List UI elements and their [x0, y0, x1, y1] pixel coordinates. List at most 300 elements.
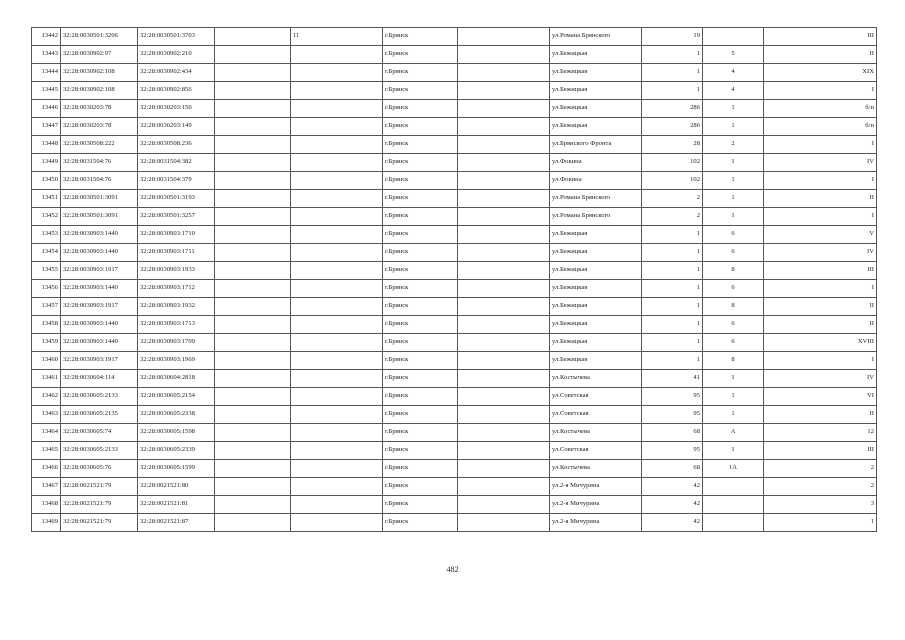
- building: 2: [703, 136, 764, 154]
- building: 8: [703, 352, 764, 370]
- extra-number: [291, 352, 383, 370]
- street: ул.Бежицкая: [550, 100, 642, 118]
- empty-cell: [458, 136, 550, 154]
- row-number: 13449: [32, 154, 61, 172]
- house-number: 68: [642, 424, 703, 442]
- house-number: 1: [642, 262, 703, 280]
- table-row: [32, 226, 877, 244]
- empty-cell: [215, 100, 291, 118]
- row-number: 13453: [32, 226, 61, 244]
- street: ул.Романа Брянского: [550, 28, 642, 46]
- parcel-cadastral-number: 32:28:0030903:1917: [61, 298, 138, 316]
- premises-number: IV: [764, 244, 877, 262]
- premises-number: 12: [764, 424, 877, 442]
- extra-number: [291, 370, 383, 388]
- city: г.Брянск: [383, 208, 458, 226]
- table-row: [32, 208, 877, 226]
- table-row: [32, 442, 877, 460]
- parcel-cadastral-number: 32:28:0030903:1917: [61, 262, 138, 280]
- row-number: 13464: [32, 424, 61, 442]
- empty-cell: [458, 208, 550, 226]
- premises-number: II: [764, 406, 877, 424]
- parcel-cadastral-number: 32:28:0030902:108: [61, 82, 138, 100]
- building: 1: [703, 118, 764, 136]
- parcel-cadastral-number: 32:28:0030203:78: [61, 118, 138, 136]
- empty-cell: [215, 460, 291, 478]
- house-number: 42: [642, 496, 703, 514]
- house-number: 1: [642, 316, 703, 334]
- street: ул.2-я Мичурина: [550, 478, 642, 496]
- table-row: [32, 82, 877, 100]
- row-number: 13447: [32, 118, 61, 136]
- object-cadastral-number: 32:28:0030903:1712: [138, 280, 215, 298]
- city: г.Брянск: [383, 370, 458, 388]
- table-row: [32, 460, 877, 478]
- empty-cell: [458, 172, 550, 190]
- street: ул.Бежицкая: [550, 280, 642, 298]
- building: 6: [703, 244, 764, 262]
- empty-cell: [458, 100, 550, 118]
- object-cadastral-number: 32:28:0031504:379: [138, 172, 215, 190]
- street: ул.Романа Брянского: [550, 208, 642, 226]
- premises-number: 2: [764, 460, 877, 478]
- extra-number: [291, 334, 383, 352]
- empty-cell: [458, 316, 550, 334]
- extra-number: [291, 100, 383, 118]
- street: ул.Бежицкая: [550, 64, 642, 82]
- table-row: [32, 478, 877, 496]
- empty-cell: [458, 334, 550, 352]
- house-number: 2: [642, 208, 703, 226]
- object-cadastral-number: 32:28:0021521:81: [138, 496, 215, 514]
- empty-cell: [458, 496, 550, 514]
- empty-cell: [458, 262, 550, 280]
- building: [703, 514, 764, 532]
- city: г.Брянск: [383, 46, 458, 64]
- premises-number: II: [764, 46, 877, 64]
- object-cadastral-number: 32:28:0030902:210: [138, 46, 215, 64]
- extra-number: [291, 442, 383, 460]
- building: 8: [703, 298, 764, 316]
- table-row: [32, 190, 877, 208]
- empty-cell: [215, 334, 291, 352]
- street: ул.Брянского Фронта: [550, 136, 642, 154]
- street: ул.Бежицкая: [550, 226, 642, 244]
- house-number: 28: [642, 136, 703, 154]
- extra-number: [291, 226, 383, 244]
- row-number: 13461: [32, 370, 61, 388]
- empty-cell: [215, 370, 291, 388]
- house-number: 102: [642, 172, 703, 190]
- building: 1: [703, 100, 764, 118]
- premises-number: I: [764, 280, 877, 298]
- street: ул.Фокина: [550, 172, 642, 190]
- extra-number: [291, 514, 383, 532]
- object-cadastral-number: 32:28:0030903:1713: [138, 316, 215, 334]
- city: г.Брянск: [383, 190, 458, 208]
- empty-cell: [215, 514, 291, 532]
- table-row: [32, 28, 877, 46]
- extra-number: [291, 64, 383, 82]
- table-row: [32, 298, 877, 316]
- empty-cell: [458, 388, 550, 406]
- house-number: 95: [642, 406, 703, 424]
- row-number: 13468: [32, 496, 61, 514]
- row-number: 13451: [32, 190, 61, 208]
- table-row: [32, 244, 877, 262]
- building: 1: [703, 442, 764, 460]
- object-cadastral-number: 32:28:0031504:382: [138, 154, 215, 172]
- premises-number: 2: [764, 478, 877, 496]
- extra-number: [291, 298, 383, 316]
- object-cadastral-number: 32:28:0021521:80: [138, 478, 215, 496]
- parcel-cadastral-number: 32:28:0030501:3206: [61, 28, 138, 46]
- house-number: 1: [642, 334, 703, 352]
- parcel-cadastral-number: 32:28:0030903:1440: [61, 226, 138, 244]
- building: 5: [703, 46, 764, 64]
- premises-number: XIX: [764, 64, 877, 82]
- building: 1А: [703, 460, 764, 478]
- street: ул.Бежицкая: [550, 244, 642, 262]
- extra-number: [291, 118, 383, 136]
- street: ул.Советская: [550, 388, 642, 406]
- house-number: 1: [642, 82, 703, 100]
- row-number: 13443: [32, 46, 61, 64]
- row-number: 13462: [32, 388, 61, 406]
- row-number: 13463: [32, 406, 61, 424]
- object-cadastral-number: 32:28:0030902:434: [138, 64, 215, 82]
- premises-number: б/н: [764, 118, 877, 136]
- object-cadastral-number: 32:28:0030903:1709: [138, 334, 215, 352]
- city: г.Брянск: [383, 226, 458, 244]
- city: г.Брянск: [383, 316, 458, 334]
- table-row: [32, 316, 877, 334]
- object-cadastral-number: 32:28:0030903:1710: [138, 226, 215, 244]
- street: ул.Костычева: [550, 370, 642, 388]
- house-number: 2: [642, 190, 703, 208]
- premises-number: III: [764, 262, 877, 280]
- row-number: 13456: [32, 280, 61, 298]
- premises-number: III: [764, 28, 877, 46]
- city: г.Брянск: [383, 172, 458, 190]
- table-row: [32, 100, 877, 118]
- house-number: 1: [642, 280, 703, 298]
- empty-cell: [458, 64, 550, 82]
- street: ул.Бежицкая: [550, 316, 642, 334]
- premises-number: VI: [764, 388, 877, 406]
- row-number: 13467: [32, 478, 61, 496]
- object-cadastral-number: 32:28:0030903:1933: [138, 262, 215, 280]
- city: г.Брянск: [383, 244, 458, 262]
- object-cadastral-number: 32:28:0030508:236: [138, 136, 215, 154]
- empty-cell: [458, 298, 550, 316]
- city: г.Брянск: [383, 28, 458, 46]
- premises-number: II: [764, 316, 877, 334]
- premises-number: б/н: [764, 100, 877, 118]
- empty-cell: [215, 442, 291, 460]
- city: г.Брянск: [383, 298, 458, 316]
- row-number: 13444: [32, 64, 61, 82]
- object-cadastral-number: 32:28:0030605:1599: [138, 460, 215, 478]
- empty-cell: [458, 154, 550, 172]
- row-number: 13455: [32, 262, 61, 280]
- parcel-cadastral-number: 32:28:0030605:2135: [61, 406, 138, 424]
- table-row: [32, 118, 877, 136]
- extra-number: [291, 424, 383, 442]
- empty-cell: [215, 46, 291, 64]
- parcel-cadastral-number: 32:28:0030508:222: [61, 136, 138, 154]
- table-row: [32, 136, 877, 154]
- empty-cell: [215, 316, 291, 334]
- empty-cell: [458, 442, 550, 460]
- street: ул.Бежицкая: [550, 262, 642, 280]
- building: 1: [703, 190, 764, 208]
- premises-number: III: [764, 442, 877, 460]
- premises-number: V: [764, 226, 877, 244]
- empty-cell: [215, 154, 291, 172]
- street: ул.2-я Мичурина: [550, 514, 642, 532]
- premises-number: I: [764, 352, 877, 370]
- city: г.Брянск: [383, 280, 458, 298]
- city: г.Брянск: [383, 442, 458, 460]
- table-row: [32, 46, 877, 64]
- object-cadastral-number: 32:28:0021521:87: [138, 514, 215, 532]
- table-row: [32, 424, 877, 442]
- empty-cell: [215, 424, 291, 442]
- object-cadastral-number: 32:28:0030605:2154: [138, 388, 215, 406]
- house-number: 19: [642, 28, 703, 46]
- house-number: 68: [642, 460, 703, 478]
- street: ул.2-я Мичурина: [550, 496, 642, 514]
- building: 8: [703, 262, 764, 280]
- empty-cell: [215, 64, 291, 82]
- table-row: [32, 280, 877, 298]
- street: ул.Бежицкая: [550, 82, 642, 100]
- city: г.Брянск: [383, 406, 458, 424]
- city: г.Брянск: [383, 154, 458, 172]
- extra-number: [291, 316, 383, 334]
- empty-cell: [215, 262, 291, 280]
- empty-cell: [458, 478, 550, 496]
- house-number: 286: [642, 118, 703, 136]
- parcel-cadastral-number: 32:28:0031504:76: [61, 172, 138, 190]
- parcel-cadastral-number: 32:28:0030903:1440: [61, 334, 138, 352]
- parcel-cadastral-number: 32:28:0030903:1440: [61, 316, 138, 334]
- premises-number: IV: [764, 154, 877, 172]
- table-row: [32, 172, 877, 190]
- extra-number: [291, 496, 383, 514]
- house-number: 102: [642, 154, 703, 172]
- premises-number: XVIII: [764, 334, 877, 352]
- empty-cell: [215, 388, 291, 406]
- row-number: 13465: [32, 442, 61, 460]
- object-cadastral-number: 32:28:0030501:3257: [138, 208, 215, 226]
- parcel-cadastral-number: 32:28:0030605:76: [61, 460, 138, 478]
- extra-number: [291, 46, 383, 64]
- object-cadastral-number: 32:28:0030903:1969: [138, 352, 215, 370]
- empty-cell: [215, 280, 291, 298]
- extra-number: 11: [291, 28, 383, 46]
- parcel-cadastral-number: 32:28:0030903:1440: [61, 244, 138, 262]
- extra-number: [291, 244, 383, 262]
- house-number: 95: [642, 442, 703, 460]
- empty-cell: [215, 298, 291, 316]
- parcel-cadastral-number: 32:28:0030203:78: [61, 100, 138, 118]
- parcel-cadastral-number: 32:28:0021521:79: [61, 478, 138, 496]
- parcel-cadastral-number: 32:28:0030902:97: [61, 46, 138, 64]
- row-number: 13460: [32, 352, 61, 370]
- table-row: [32, 262, 877, 280]
- extra-number: [291, 208, 383, 226]
- premises-number: I: [764, 208, 877, 226]
- street: ул.Фокина: [550, 154, 642, 172]
- empty-cell: [458, 280, 550, 298]
- empty-cell: [458, 244, 550, 262]
- premises-number: 1: [764, 514, 877, 532]
- empty-cell: [458, 28, 550, 46]
- table-row: [32, 154, 877, 172]
- premises-number: IV: [764, 370, 877, 388]
- premises-number: I: [764, 136, 877, 154]
- empty-cell: [215, 118, 291, 136]
- house-number: 95: [642, 388, 703, 406]
- table-row: [32, 406, 877, 424]
- street: ул.Бежицкая: [550, 334, 642, 352]
- parcel-cadastral-number: 32:28:0031504:76: [61, 154, 138, 172]
- object-cadastral-number: 32:28:0030203:149: [138, 118, 215, 136]
- house-number: 1: [642, 226, 703, 244]
- street: ул.Бежицкая: [550, 118, 642, 136]
- city: г.Брянск: [383, 100, 458, 118]
- table-row: [32, 514, 877, 532]
- building: 6: [703, 226, 764, 244]
- house-number: 1: [642, 64, 703, 82]
- city: г.Брянск: [383, 334, 458, 352]
- parcel-cadastral-number: 32:28:0030501:3091: [61, 208, 138, 226]
- empty-cell: [458, 370, 550, 388]
- city: г.Брянск: [383, 82, 458, 100]
- row-number: 13458: [32, 316, 61, 334]
- building: А: [703, 424, 764, 442]
- premises-number: II: [764, 298, 877, 316]
- registry-table: [31, 27, 877, 532]
- building: 6: [703, 280, 764, 298]
- street: ул.Бежицкая: [550, 352, 642, 370]
- parcel-cadastral-number: 32:28:0030605:2133: [61, 442, 138, 460]
- empty-cell: [458, 190, 550, 208]
- city: г.Брянск: [383, 64, 458, 82]
- row-number: 13445: [32, 82, 61, 100]
- table-row: [32, 64, 877, 82]
- street: ул.Романа Брянского: [550, 190, 642, 208]
- empty-cell: [215, 244, 291, 262]
- extra-number: [291, 280, 383, 298]
- row-number: 13457: [32, 298, 61, 316]
- empty-cell: [215, 352, 291, 370]
- parcel-cadastral-number: 32:28:0021521:79: [61, 496, 138, 514]
- empty-cell: [458, 406, 550, 424]
- object-cadastral-number: 32:28:0030203:150: [138, 100, 215, 118]
- row-number: 13446: [32, 100, 61, 118]
- building: 1: [703, 154, 764, 172]
- building: 1: [703, 370, 764, 388]
- premises-number: I: [764, 82, 877, 100]
- object-cadastral-number: 32:28:0030501:3703: [138, 28, 215, 46]
- parcel-cadastral-number: 32:28:0030903:1440: [61, 280, 138, 298]
- extra-number: [291, 388, 383, 406]
- object-cadastral-number: 32:28:0030902:856: [138, 82, 215, 100]
- premises-number: I: [764, 172, 877, 190]
- row-number: 13448: [32, 136, 61, 154]
- empty-cell: [215, 82, 291, 100]
- empty-cell: [215, 136, 291, 154]
- empty-cell: [215, 190, 291, 208]
- parcel-cadastral-number: 32:28:0030605:2133: [61, 388, 138, 406]
- street: ул.Костычева: [550, 424, 642, 442]
- parcel-cadastral-number: 32:28:0021521:79: [61, 514, 138, 532]
- row-number: 13459: [32, 334, 61, 352]
- parcel-cadastral-number: 32:28:0030605:74: [61, 424, 138, 442]
- city: г.Брянск: [383, 478, 458, 496]
- house-number: 1: [642, 352, 703, 370]
- house-number: 1: [642, 46, 703, 64]
- row-number: 13466: [32, 460, 61, 478]
- empty-cell: [215, 226, 291, 244]
- house-number: 42: [642, 478, 703, 496]
- house-number: 1: [642, 298, 703, 316]
- extra-number: [291, 154, 383, 172]
- row-number: 13454: [32, 244, 61, 262]
- street: ул.Бежицкая: [550, 46, 642, 64]
- city: г.Брянск: [383, 460, 458, 478]
- extra-number: [291, 172, 383, 190]
- object-cadastral-number: 32:28:0030501:3193: [138, 190, 215, 208]
- premises-number: 3: [764, 496, 877, 514]
- object-cadastral-number: 32:28:0030605:2339: [138, 442, 215, 460]
- empty-cell: [458, 226, 550, 244]
- house-number: 1: [642, 244, 703, 262]
- premises-number: II: [764, 190, 877, 208]
- table-row: [32, 352, 877, 370]
- parcel-cadastral-number: 32:28:0030903:1917: [61, 352, 138, 370]
- building: 1: [703, 388, 764, 406]
- parcel-cadastral-number: 32:28:0030902:108: [61, 64, 138, 82]
- building: 1: [703, 208, 764, 226]
- building: [703, 28, 764, 46]
- building: [703, 478, 764, 496]
- building: 6: [703, 316, 764, 334]
- row-number: 13450: [32, 172, 61, 190]
- empty-cell: [458, 118, 550, 136]
- empty-cell: [215, 208, 291, 226]
- house-number: 42: [642, 514, 703, 532]
- empty-cell: [215, 478, 291, 496]
- extra-number: [291, 460, 383, 478]
- extra-number: [291, 406, 383, 424]
- row-number: 13452: [32, 208, 61, 226]
- object-cadastral-number: 32:28:0030605:2338: [138, 406, 215, 424]
- city: г.Брянск: [383, 424, 458, 442]
- table-row: [32, 370, 877, 388]
- empty-cell: [458, 460, 550, 478]
- object-cadastral-number: 32:28:0030604:2818: [138, 370, 215, 388]
- street: ул.Советская: [550, 406, 642, 424]
- empty-cell: [215, 172, 291, 190]
- empty-cell: [458, 514, 550, 532]
- empty-cell: [215, 28, 291, 46]
- building: 1: [703, 172, 764, 190]
- empty-cell: [458, 424, 550, 442]
